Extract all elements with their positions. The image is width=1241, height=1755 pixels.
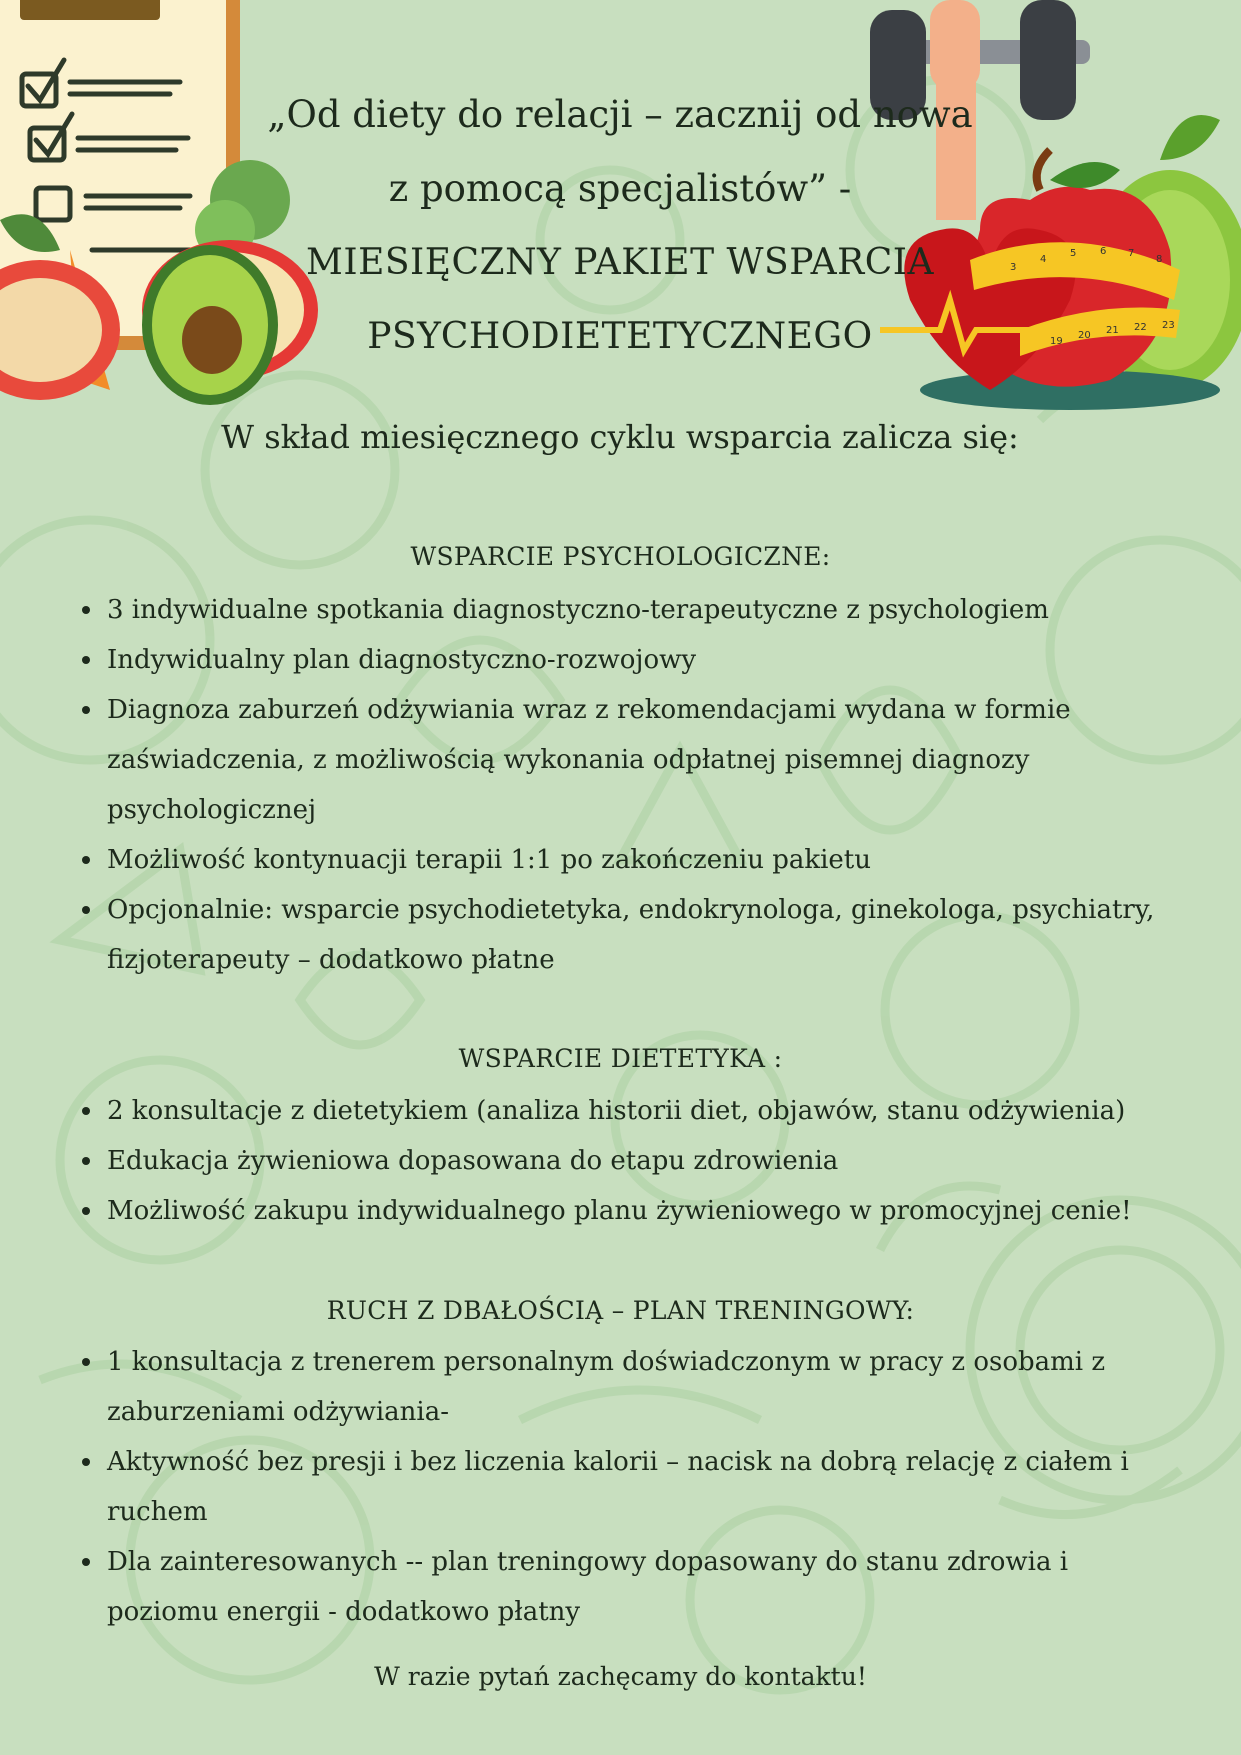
tape-number: 8 — [1156, 254, 1163, 265]
list-item: Możliwość kontynuacji terapii 1:1 po zakończeniu pakietu — [0, 835, 1241, 885]
list-movement — [0, 1337, 1241, 1637]
section-title-movement: RUCH Z DBAŁOŚCIĄ – PLAN TRENINGOWY: — [326, 1296, 915, 1325]
contact-footer: W razie pytań zachęcamy do kontaktu! — [374, 1662, 867, 1691]
title-line-2: z pomocą specjalistów” - — [388, 167, 852, 210]
list-item: Opcjonalnie: wsparcie psychodietetyka, endokrynologa, ginekologa, psychiatry, fizjoterapeuty – dodatkowo płatne — [0, 885, 1241, 985]
title-line-1: „Od diety do relacji – zacznij od nowa — [267, 93, 973, 136]
section-title-diet: WSPARCIE DIETETYKA : — [458, 1044, 783, 1073]
list-item: 1 konsultacja z trenerem personalnym doświadczonym w pracy z osobami z zaburzeniami odżywiania- — [0, 1337, 1241, 1437]
tape-number: 20 — [1078, 330, 1091, 341]
list-item: Dla zainteresowanych -- plan treningowy dopasowany do stanu zdrowia i poziomu energii - dodatkowo płatny — [0, 1537, 1241, 1637]
tape-number: 5 — [1070, 248, 1077, 259]
page-title — [240, 78, 1000, 374]
list-item: 2 konsultacje z dietetykiem (analiza historii diet, objawów, stanu odżywienia) — [0, 1086, 1241, 1136]
tape-number: 3 — [1010, 262, 1017, 273]
list-psych — [0, 585, 1241, 985]
list-item: Edukacja żywieniowa dopasowana do etapu zdrowienia — [0, 1136, 1241, 1186]
intro-heading: W skład miesięcznego cyklu wsparcia zalicza się: — [221, 418, 1019, 456]
title-line-4: PSYCHODIETETYCZNEGO — [367, 316, 873, 357]
tape-number: 6 — [1100, 246, 1107, 257]
tape-number: 21 — [1106, 325, 1119, 336]
list-item: 3 indywidualne spotkania diagnostyczno-terapeutyczne z psychologiem — [0, 585, 1241, 635]
tape-number: 7 — [1128, 248, 1135, 259]
tape-number: 22 — [1134, 322, 1147, 333]
tape-number: 4 — [1040, 254, 1047, 265]
section-title-psych: WSPARCIE PSYCHOLOGICZNE: — [410, 542, 831, 571]
list-diet — [0, 1086, 1241, 1236]
list-item: Indywidualny plan diagnostyczno-rozwojowy — [0, 635, 1241, 685]
list-item: Diagnoza zaburzeń odżywiania wraz z rekomendacjami wydana w formie zaświadczenia, z możliwością wykonania odpłatnej pisemnej diagnozy psychologicznej — [0, 685, 1241, 835]
tape-number: 19 — [1050, 336, 1063, 347]
title-line-3: MIESIĘCZNY PAKIET WSPARCIA — [305, 242, 934, 283]
list-item: Możliwość zakupu indywidualnego planu żywieniowego w promocyjnej cenie! — [0, 1186, 1241, 1236]
tape-number: 23 — [1162, 320, 1175, 331]
list-item: Aktywność bez presji i bez liczenia kalorii – nacisk na dobrą relację z ciałem i ruchem — [0, 1437, 1241, 1537]
